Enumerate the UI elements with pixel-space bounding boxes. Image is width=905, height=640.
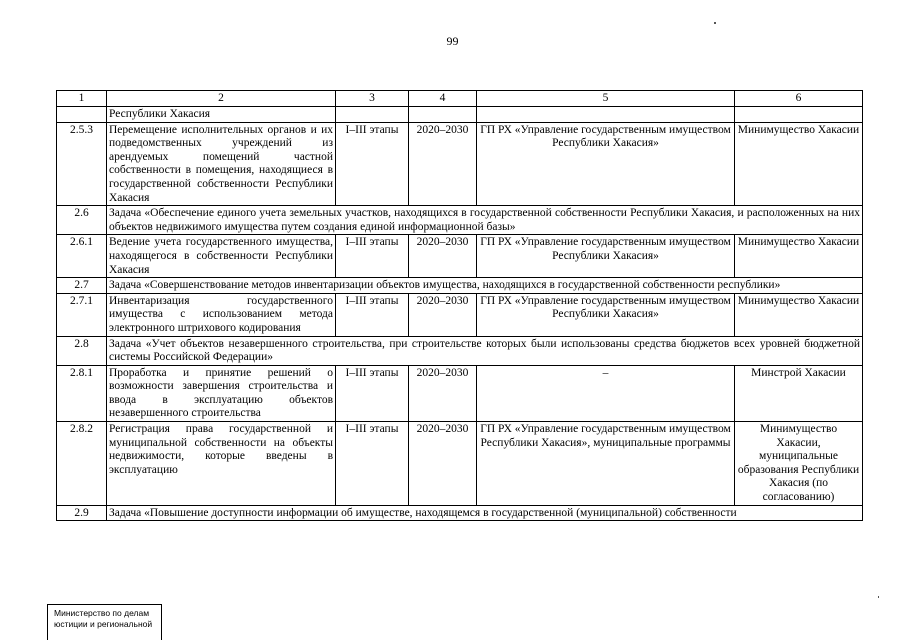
measure-years: 2020–2030 bbox=[409, 293, 477, 336]
column-number: 6 bbox=[735, 91, 863, 107]
measure-years: 2020–2030 bbox=[409, 365, 477, 421]
page-number: 99 bbox=[446, 34, 459, 48]
measure-program: ГП РХ «Управление государственным имуществом Республики Хакасия» bbox=[477, 122, 735, 206]
empty-cell bbox=[735, 107, 863, 123]
measure-executor: Минимущество Хакасии, муниципальные образования Республики Хакасия (по согласованию) bbox=[735, 422, 863, 506]
measure-stage: I–III этапы bbox=[336, 365, 409, 421]
measure-executor: Минимущество Хакасии bbox=[735, 235, 863, 278]
measure-years: 2020–2030 bbox=[409, 235, 477, 278]
task-row-2-6 bbox=[57, 206, 863, 235]
task-row-2-7 bbox=[57, 278, 863, 294]
measure-row-2-8-1 bbox=[57, 365, 863, 421]
task-row-2-8 bbox=[57, 336, 863, 365]
measure-row-2-5-3 bbox=[57, 122, 863, 206]
task-number: 2.9 bbox=[57, 505, 107, 521]
measure-number: 2.7.1 bbox=[57, 293, 107, 336]
measure-years: 2020–2030 bbox=[409, 122, 477, 206]
measure-executor: Минимущество Хакасии bbox=[735, 293, 863, 336]
empty-cell bbox=[57, 107, 107, 123]
stamp-line: юстиции и региональной bbox=[54, 619, 153, 629]
task-text: Задача «Учет объектов незавершенного строительства, при строительстве которых были использованы средства бюджетов всех уровней бюджетной системы Российской Федерации» bbox=[107, 336, 863, 365]
column-number: 4 bbox=[409, 91, 477, 107]
task-row-2-9 bbox=[57, 505, 863, 521]
empty-cell bbox=[409, 107, 477, 123]
column-number-row bbox=[57, 91, 863, 107]
stamp-line: Министерство по делам bbox=[54, 608, 150, 618]
measure-name: Инвентаризация государственного имущества с использованием метода электронного штрихового кодирования bbox=[107, 293, 336, 336]
measure-stage: I–III этапы bbox=[336, 422, 409, 506]
measure-stage: I–III этапы bbox=[336, 235, 409, 278]
task-number: 2.6 bbox=[57, 206, 107, 235]
measure-name: Перемещение исполнительных органов и их подведомственных учреждений из арендуемых помещений частной собственности в помещения, находящиеся в государственной собственности Республики Хакасия bbox=[107, 122, 336, 206]
measures-table bbox=[56, 90, 863, 521]
task-text: Задача «Повышение доступности информации об имуществе, находящемся в государственной (муниципальной) собственности bbox=[107, 505, 863, 521]
measure-program: ГП РХ «Управление государственным имуществом Республики Хакасия» bbox=[477, 293, 735, 336]
column-number: 1 bbox=[57, 91, 107, 107]
measure-executor: Минимущество Хакасии bbox=[735, 122, 863, 206]
measure-row-2-8-2 bbox=[57, 422, 863, 506]
measure-number: 2.6.1 bbox=[57, 235, 107, 278]
measure-name-continued: Республики Хакасия bbox=[107, 107, 336, 123]
column-number: 5 bbox=[477, 91, 735, 107]
empty-cell bbox=[477, 107, 735, 123]
task-number: 2.8 bbox=[57, 336, 107, 365]
column-number: 3 bbox=[336, 91, 409, 107]
scan-speck bbox=[878, 596, 879, 598]
measure-number: 2.8.1 bbox=[57, 365, 107, 421]
empty-cell bbox=[336, 107, 409, 123]
measure-executor: Минстрой Хакасии bbox=[735, 365, 863, 421]
measure-program: – bbox=[477, 365, 735, 421]
measure-years: 2020–2030 bbox=[409, 422, 477, 506]
continuation-row bbox=[57, 107, 863, 123]
measure-program: ГП РХ «Управление государственным имуществом Республики Хакасия», муниципальные программы bbox=[477, 422, 735, 506]
measure-stage: I–III этапы bbox=[336, 122, 409, 206]
task-number: 2.7 bbox=[57, 278, 107, 294]
scan-speck bbox=[714, 22, 716, 24]
measure-program: ГП РХ «Управление государственным имуществом Республики Хакасия» bbox=[477, 235, 735, 278]
measure-row-2-6-1 bbox=[57, 235, 863, 278]
column-number: 2 bbox=[107, 91, 336, 107]
task-text: Задача «Совершенствование методов инвентаризации объектов имущества, находящихся в государственной собственности республики» bbox=[107, 278, 863, 294]
measure-name: Проработка и принятие решений о возможности завершения строительства и ввода в эксплуатацию объектов незавершенного строительства bbox=[107, 365, 336, 421]
measure-number: 2.5.3 bbox=[57, 122, 107, 206]
measure-row-2-7-1 bbox=[57, 293, 863, 336]
measure-stage: I–III этапы bbox=[336, 293, 409, 336]
measure-number: 2.8.2 bbox=[57, 422, 107, 506]
ministry-stamp bbox=[47, 604, 162, 640]
measure-name: Ведение учета государственного имущества, находящегося в собственности Республики Хакасия bbox=[107, 235, 336, 278]
measure-name: Регистрация права государственной и муниципальной собственности на объекты недвижимости, которые введены в эксплуатацию bbox=[107, 422, 336, 506]
task-text: Задача «Обеспечение единого учета земельных участков, находящихся в государственной собственности Республики Хакасия, и расположенных на них объектов недвижимого имущества путем создания единой информационной базы» bbox=[107, 206, 863, 235]
